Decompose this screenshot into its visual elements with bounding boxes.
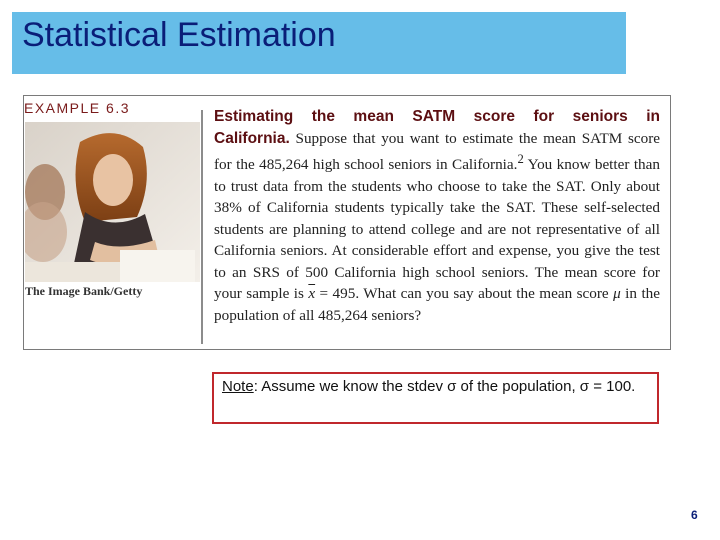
note-label: Note	[222, 378, 254, 395]
slide-title: Statistical Estimation	[22, 16, 336, 54]
example-text-4: in the population of all 485,264 seniors?	[214, 285, 660, 324]
example-heading: Estimating the mean SATM score for seniors in California.	[214, 108, 660, 147]
xbar-symbol: $\overline{x}$	[308, 285, 316, 303]
vertical-divider	[201, 110, 203, 344]
example-label: EXAMPLE 6.3	[24, 100, 130, 116]
title-banner	[12, 12, 626, 74]
note-box	[212, 372, 659, 424]
example-box	[23, 95, 671, 350]
students-photo	[25, 122, 200, 282]
example-text-2: You know better than to trust data from the students who choose to take the SAT. Only about 38% of California students typically take the SAT. These self-selected students are planning to attend college and are not representative of all California seniors. At considerable effort and expense, you give the test to an SRS of 500 California high school seniors. The mean score for your sample is	[214, 156, 660, 303]
example-text-1: Suppose that you want to estimate the mean SATM score for the 485,264 high school seniors in California.	[214, 129, 660, 174]
note-text: : Assume we know the stdev σ of the population, σ = 100.	[253, 378, 636, 395]
footnote-marker: 2	[517, 152, 524, 166]
mu-symbol: μ	[613, 285, 621, 303]
page-number: 6	[691, 508, 698, 522]
example-body	[214, 106, 660, 326]
example-text-3: = 495. What can you say about the mean score	[315, 285, 614, 303]
photo-caption: The Image Bank/Getty	[25, 284, 143, 298]
